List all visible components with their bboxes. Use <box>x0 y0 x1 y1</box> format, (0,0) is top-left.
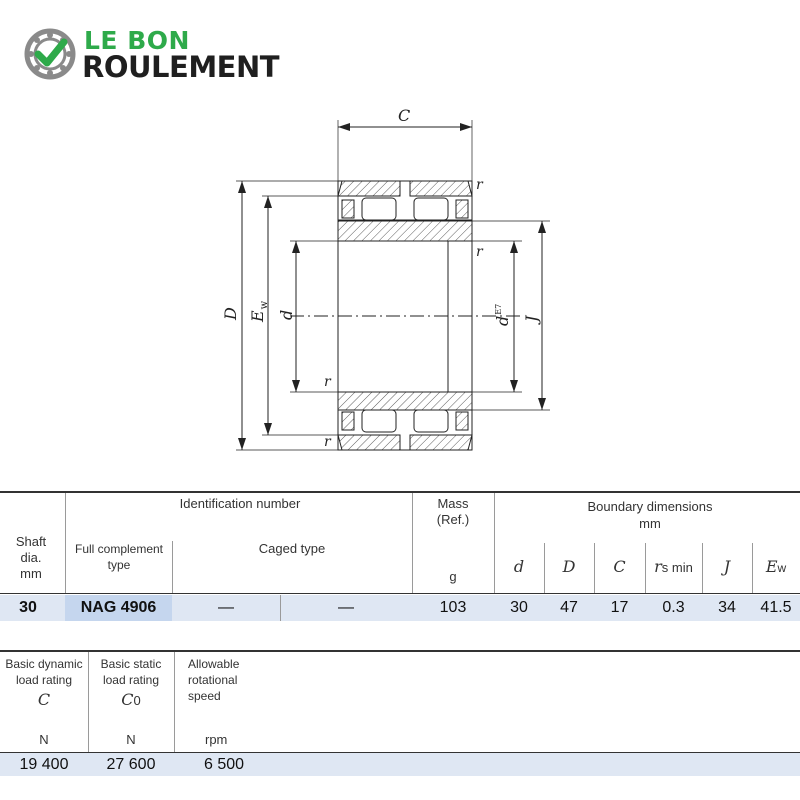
label-dE7: $d^{E7}$ <box>493 303 512 326</box>
bearing-drawing <box>0 100 800 470</box>
dimensions-table <box>0 491 800 622</box>
col-J: J <box>723 557 731 576</box>
label-r-4: r <box>324 434 331 450</box>
brand-logo <box>24 26 304 86</box>
unit-stat: N <box>126 732 136 747</box>
row-J: 34 <box>718 599 736 616</box>
col-Ew: Ew <box>765 557 787 576</box>
unit-dyn: N <box>39 732 49 747</box>
label-D: D <box>221 307 240 320</box>
row-full-complement: NAG 4906 <box>65 595 172 621</box>
row-shaft: 30 <box>19 599 37 616</box>
row-speed: 6 500 <box>204 756 245 773</box>
header-caged: Caged type <box>258 541 326 556</box>
row-D: 47 <box>560 599 578 616</box>
col-D: D <box>562 557 576 576</box>
row-C: 17 <box>610 599 629 616</box>
brand-line1: LE BON <box>84 26 190 55</box>
brand-line2: ROULEMENT <box>82 50 280 84</box>
label-r-3: r <box>324 374 331 390</box>
header-mass: Mass (Ref.) <box>436 496 470 527</box>
unit-speed: rpm <box>205 732 228 747</box>
header-boundary-unit: mm <box>639 516 661 531</box>
header-mass-unit: g <box>449 569 457 584</box>
table-row <box>0 753 800 776</box>
header-dyn: Basic dynamic load rating C <box>5 657 83 709</box>
row-caged-2: — <box>338 599 354 616</box>
label-r-1: r <box>476 177 483 193</box>
col-r: rs min <box>654 557 693 576</box>
col-C: C <box>613 557 626 576</box>
header-stat: Basic static load rating C0 <box>100 657 162 709</box>
col-d: d <box>513 557 525 576</box>
label-J: J <box>522 315 541 322</box>
header-full-complement: Full complement type <box>74 542 164 572</box>
label-Ew: $E_w$ <box>248 300 270 322</box>
load-rating-table <box>0 650 800 776</box>
header-boundary: Boundary dimensions <box>587 499 713 514</box>
table-row <box>0 595 800 621</box>
bearing-check-icon <box>24 28 76 80</box>
header-shaft: Shaft dia. mm <box>15 534 47 581</box>
row-Ew: 41.5 <box>760 599 792 616</box>
label-C: C <box>398 106 411 125</box>
label-r-2: r <box>476 244 483 260</box>
row-caged-1: — <box>218 599 234 616</box>
header-speed: Allowable rotational speed <box>188 657 240 703</box>
header-ident: Identification number <box>179 496 301 511</box>
row-mass: 103 <box>439 599 467 616</box>
label-d: d <box>277 309 296 320</box>
row-r: 0.3 <box>662 599 685 616</box>
row-dyn: 19 400 <box>19 756 69 773</box>
row-d: 30 <box>510 599 528 616</box>
row-stat: 27 600 <box>106 756 156 773</box>
